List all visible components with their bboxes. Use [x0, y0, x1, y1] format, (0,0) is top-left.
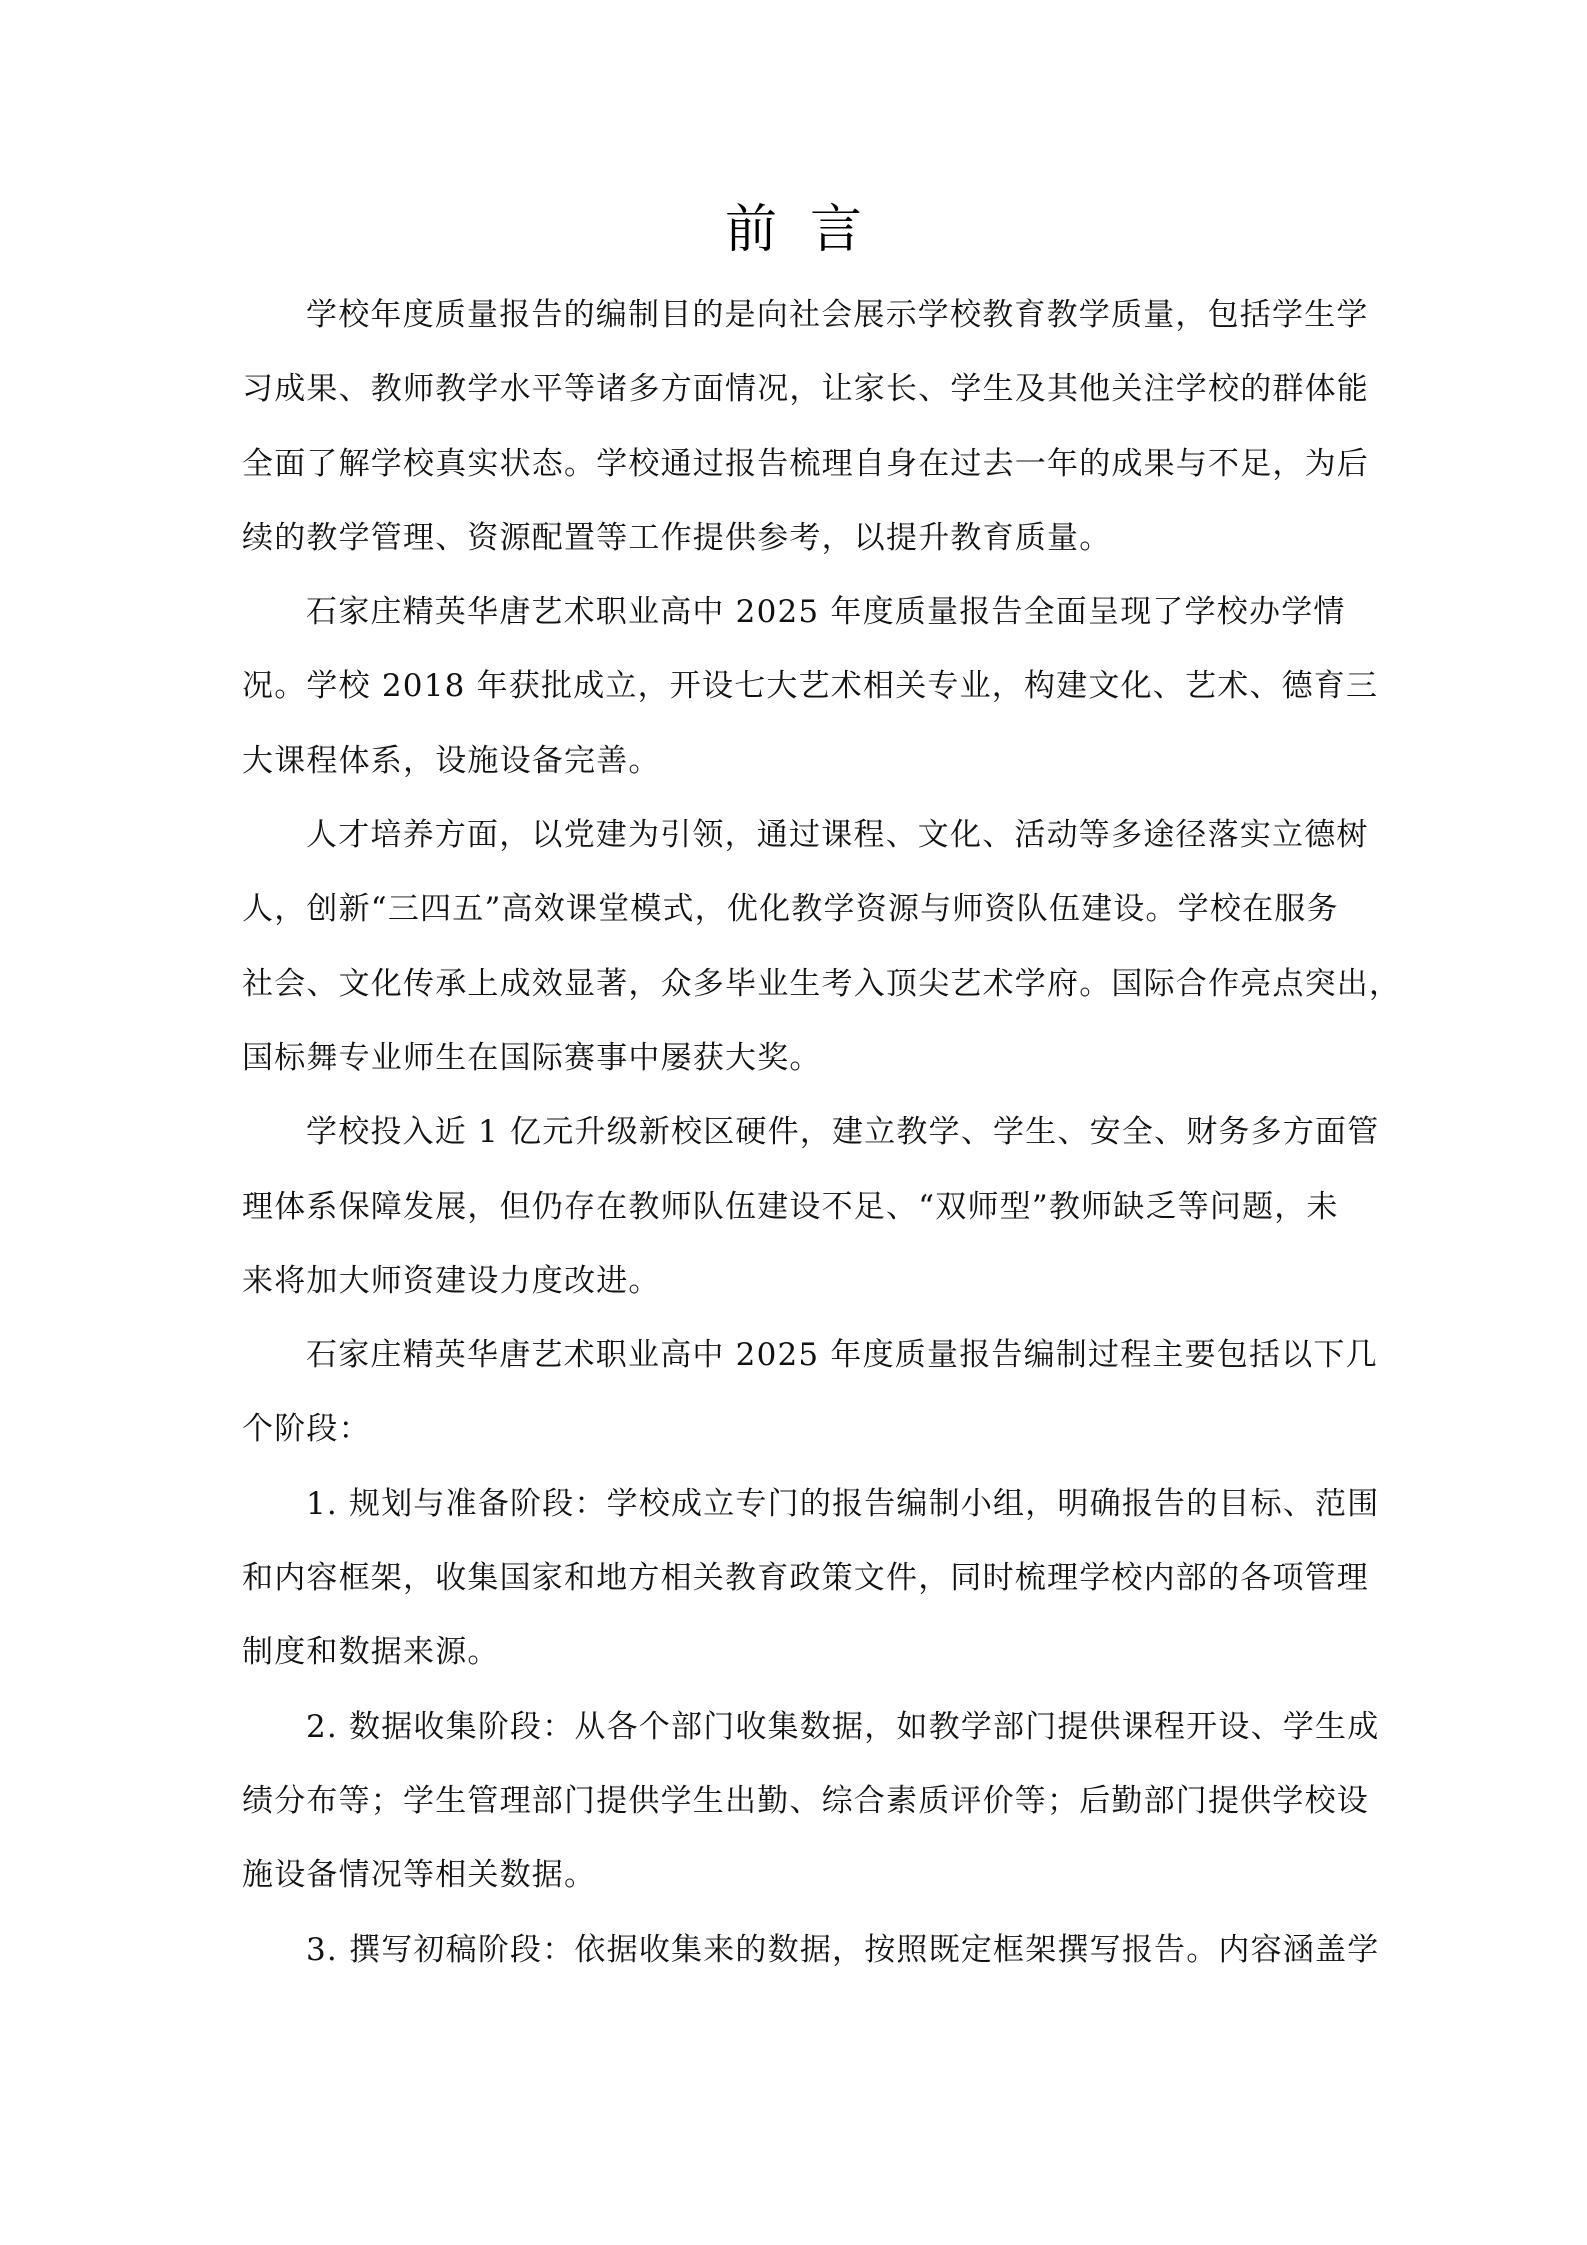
- paragraph-process-intro: [242, 1336, 1378, 1485]
- paragraph-purpose: [242, 296, 1369, 593]
- text-line: 个阶段：: [242, 1411, 371, 1448]
- list-item-planning-stage: [242, 1485, 1380, 1708]
- text-line: 3. 撰写初稿阶段：依据收集来的数据，按照既定框架撰写报告。内容涵盖学: [306, 1931, 1380, 1968]
- text-line: 施设备情况等相关数据。: [242, 1857, 597, 1894]
- paragraph-overview: [242, 593, 1379, 816]
- text-line: 况。学校 2018 年获批成立，开设七大艺术相关专业，构建文化、艺术、德育三: [242, 668, 1379, 705]
- text-line: 社会、文化传承上成效显著，众多毕业生考入顶尖艺术学府。国际合作亮点突出，: [242, 965, 1402, 1002]
- page-title: 前 言: [724, 200, 863, 260]
- text-line: 学校投入近 1 亿元升级新校区硬件，建立教学、学生、安全、财务多方面管: [306, 1114, 1380, 1151]
- text-line: 石家庄精英华唐艺术职业高中 2025 年度质量报告编制过程主要包括以下几: [306, 1337, 1378, 1374]
- text-line: 大课程体系，设施设备完善。: [242, 742, 661, 779]
- list-item-drafting-stage: [242, 1931, 1380, 2005]
- paragraph-talent-cultivation: [242, 816, 1402, 1113]
- text-line: 2. 数据收集阶段：从各个部门收集数据，如教学部门提供课程开设、学生成: [306, 1708, 1380, 1745]
- text-line: 全面了解学校真实状态。学校通过报告梳理自身在过去一年的成果与不足，为后: [242, 445, 1369, 482]
- text-line: 制度和数据来源。: [242, 1634, 500, 1671]
- text-line: 和内容框架，收集国家和地方相关教育政策文件，同时梳理学校内部的各项管理: [242, 1560, 1369, 1597]
- text-line: 绩分布等；学生管理部门提供学生出勤、综合素质评价等；后勤部门提供学校设: [242, 1782, 1369, 1819]
- text-line: 来将加大师资建设力度改进。: [242, 1262, 661, 1299]
- list-item-data-collection-stage: [242, 1708, 1380, 1931]
- text-line: 石家庄精英华唐艺术职业高中 2025 年度质量报告全面呈现了学校办学情: [306, 594, 1346, 631]
- text-line: 续的教学管理、资源配置等工作提供参考，以提升教育质量。: [242, 519, 1112, 556]
- text-line: 学校年度质量报告的编制目的是向社会展示学校教育教学质量，包括学生学: [306, 297, 1369, 333]
- text-line: 人，创新“三四五”高效课堂模式，优化教学资源与师资队伍建设。学校在服务: [242, 891, 1339, 928]
- text-line: 习成果、教师教学水平等诸多方面情况，让家长、学生及其他关注学校的群体能: [242, 371, 1369, 408]
- text-line: 1. 规划与准备阶段：学校成立专门的报告编制小组，明确报告的目标、范围: [306, 1485, 1380, 1522]
- text-line: 理体系保障发展，但仍存在教师队伍建设不足、“双师型”教师缺乏等问题，未: [242, 1188, 1339, 1225]
- text-line: 国标舞专业师生在国际赛事中屡获大奖。: [242, 1039, 822, 1076]
- text-line: 人才培养方面，以党建为引领，通过课程、文化、活动等多途径落实立德树: [306, 817, 1369, 854]
- document-body: [242, 296, 1402, 2005]
- paragraph-investment-issues: [242, 1113, 1380, 1336]
